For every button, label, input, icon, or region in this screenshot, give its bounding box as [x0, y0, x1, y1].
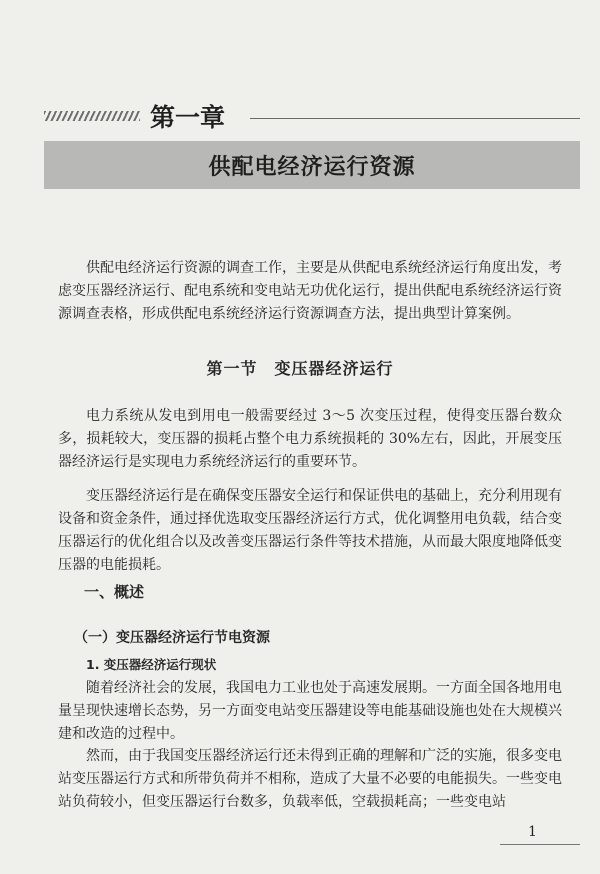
heading-overview: 一、概述 — [84, 583, 145, 601]
page-number: 1 — [528, 824, 537, 840]
intro-paragraph: 供配电经济运行资源的调查工作，主要是从供配电系统经济运行角度出发，考虑变压器经济运行、配电系统和变电站无功优化运行，提出供配电系统经济运行资源调查表格，形成供配电系统经济运行资源调查方法，提出典型计算案例。 — [58, 260, 562, 322]
section-title: 第一节 变压器经济运行 — [206, 359, 394, 378]
footer-rule — [500, 844, 580, 845]
chapter-title-band — [44, 141, 580, 189]
heading-energy-saving-resource: （一）变压器经济运行节电资源 — [74, 630, 270, 646]
heading-current-status: 1. 变压器经济运行现状 — [86, 657, 217, 672]
chapter-label: 第一章 — [150, 103, 226, 132]
chapter-hatch-decoration — [44, 111, 140, 121]
section-paragraph-2: 变压器经济运行是在确保变压器安全运行和保证供电的基础上，充分利用现有设备和资金条件，通过择优选取变压器经济运行方式，优化调整用电负载，结合变压器运行的优化组合以及改善变压器运行条件等技术措施，从而最大限度地降低变压器的电能损耗。 — [58, 488, 562, 573]
chapter-title: 供配电经济运行资源 — [208, 154, 416, 180]
chapter-rule — [250, 118, 580, 119]
status-paragraph-2: 然而，由于我国变压器经济运行还未得到正确的理解和广泛的实施，很多变电站变压器运行方式和所带负荷并不相称，造成了大量不必要的电能损失。一些变电站负荷较小，但变压器运行台数多，负载率低，空载损耗高；一些变电站 — [58, 748, 562, 810]
section-paragraph-1: 电力系统从发电到用电一般需要经过 3～5 次变压过程，使得变压器台数众多，损耗较大，变压器的损耗占整个电力系统损耗的 30%左右，因此，开展变压器经济运行是实现电力系统经济运行的重要环节。 — [58, 408, 562, 470]
status-paragraph-1: 随着经济社会的发展，我国电力工业也处于高速发展期。一方面全国各地用电量呈现快速增长态势，另一方面变电站变压器建设等电能基础设施也处在大规模兴建和改造的过程中。 — [58, 680, 562, 742]
